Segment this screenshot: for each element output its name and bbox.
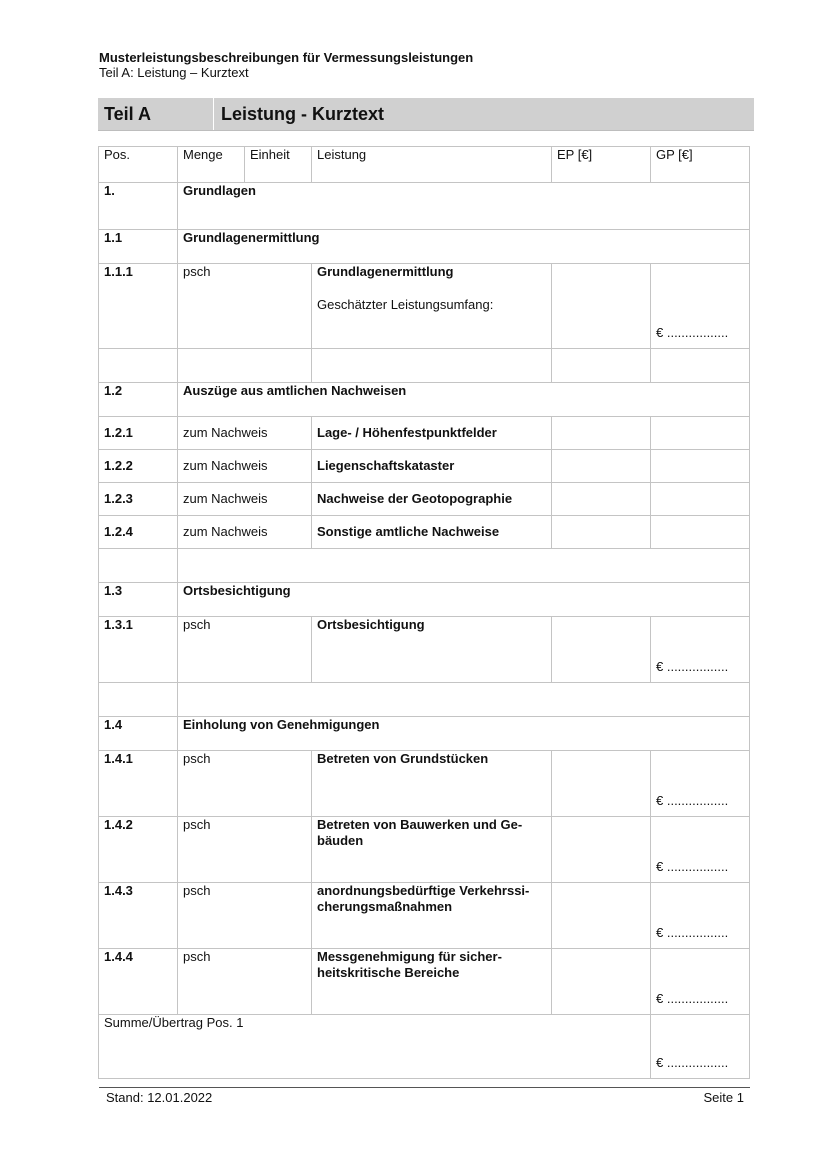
service-title: [312, 949, 552, 1015]
position-number: 1.3.1: [99, 617, 178, 683]
document-title: Musterleistungsbeschreibungen für Vermessungsleistungen: [99, 50, 474, 65]
position-number: 1.2.1: [99, 417, 178, 450]
table-row: [99, 751, 750, 817]
position-number: 1.2.2: [99, 450, 178, 483]
subsection-title: Ortsbesichtigung: [178, 583, 750, 617]
total-price-field[interactable]: € .................: [651, 817, 750, 883]
service-title-line: heitskritische Bereiche: [317, 965, 460, 980]
unit-price-field[interactable]: [552, 417, 651, 450]
part-label: Teil A: [104, 104, 152, 124]
footer-divider: [99, 1087, 750, 1088]
table-row: [99, 516, 750, 549]
quantity-unit: psch: [178, 817, 312, 883]
unit-price-field[interactable]: [552, 516, 651, 549]
service-title: [312, 817, 552, 883]
service-title: Grundlagenermittlung: [317, 264, 454, 279]
subsection-row: [99, 383, 750, 417]
table-row: [99, 483, 750, 516]
quantity-unit: zum Nachweis: [178, 516, 312, 549]
position-number: 1.1.1: [99, 264, 178, 349]
sum-label: Summe/Übertrag Pos. 1: [99, 1015, 651, 1079]
table-row: [99, 264, 750, 349]
section-number: 1.: [99, 183, 178, 230]
service-title: Ortsbesichtigung: [312, 617, 552, 683]
table-row: [99, 617, 750, 683]
table-row: [99, 450, 750, 483]
unit-price-field[interactable]: [552, 751, 651, 817]
position-number: 1.2.3: [99, 483, 178, 516]
part-heading-bar: [98, 98, 754, 131]
position-number: 1.4.2: [99, 817, 178, 883]
service-title-line: anordnungsbedürftige Verkehrssi-: [317, 883, 530, 898]
total-price-field[interactable]: € .................: [651, 751, 750, 817]
quantity-unit: psch: [178, 883, 312, 949]
total-price-field[interactable]: [651, 483, 750, 516]
total-price-field[interactable]: [651, 516, 750, 549]
service-title: Nachweise der Geotopographie: [312, 483, 552, 516]
subsection-title: Einholung von Genehmigungen: [178, 717, 750, 751]
footer-date: Stand: 12.01.2022: [106, 1090, 213, 1105]
document-subtitle: Teil A: Leistung – Kurztext: [99, 65, 249, 80]
table-row: [99, 817, 750, 883]
column-header-leistung: Leistung: [312, 147, 552, 183]
quantity-unit: psch: [178, 949, 312, 1015]
service-table: [98, 146, 750, 1079]
sum-row: [99, 1015, 750, 1079]
position-number: 1.2.4: [99, 516, 178, 549]
total-price-field[interactable]: [651, 450, 750, 483]
subsection-number: 1.4: [99, 717, 178, 751]
subsection-number: 1.2: [99, 383, 178, 417]
unit-price-field[interactable]: [552, 949, 651, 1015]
table-row: [99, 417, 750, 450]
total-price-field[interactable]: € .................: [651, 883, 750, 949]
total-price-field[interactable]: [651, 417, 750, 450]
part-heading-divider: [213, 98, 214, 130]
service-title-line: Betreten von Bauwerken und Ge-: [317, 817, 523, 832]
part-title: Leistung - Kurztext: [221, 104, 385, 124]
unit-price-field[interactable]: [552, 450, 651, 483]
subsection-row: [99, 583, 750, 617]
subsection-number: 1.1: [99, 230, 178, 264]
service-title: Liegenschaftskataster: [312, 450, 552, 483]
subsection-title: Auszüge aus amtlichen Nachweisen: [178, 383, 750, 417]
unit-price-field[interactable]: [552, 817, 651, 883]
service-note: Geschätzter Leistungsumfang:: [317, 297, 494, 312]
quantity-unit: psch: [178, 617, 312, 683]
total-price-field[interactable]: € .................: [651, 264, 750, 349]
service-title: Betreten von Grundstücken: [312, 751, 552, 817]
service-cell: [312, 264, 552, 349]
service-title-line: bäuden: [317, 833, 364, 848]
column-header-pos: Pos.: [99, 147, 178, 183]
section-title: Grundlagen: [178, 183, 750, 230]
section-row: [99, 183, 750, 230]
position-number: 1.4.4: [99, 949, 178, 1015]
subsection-title: Grundlagenermittlung: [178, 230, 750, 264]
position-number: 1.4.3: [99, 883, 178, 949]
table-row: [99, 949, 750, 1015]
total-price-field[interactable]: € .................: [651, 949, 750, 1015]
document-header: [99, 50, 754, 80]
table-row: [99, 883, 750, 949]
column-header-menge: Menge: [178, 147, 245, 183]
subsection-row: [99, 230, 750, 264]
column-header-ep: EP [€]: [552, 147, 651, 183]
service-title: Lage- / Höhenfestpunktfelder: [312, 417, 552, 450]
subsection-row: [99, 717, 750, 751]
quantity-unit: zum Nachweis: [178, 417, 312, 450]
service-title-line: Messgenehmigung für sicher-: [317, 949, 502, 964]
service-title: [312, 883, 552, 949]
unit-price-field[interactable]: [552, 483, 651, 516]
position-number: 1.4.1: [99, 751, 178, 817]
empty-row: [99, 549, 750, 583]
subsection-number: 1.3: [99, 583, 178, 617]
quantity-unit: zum Nachweis: [178, 450, 312, 483]
empty-row: [99, 683, 750, 717]
quantity-unit: psch: [178, 264, 312, 349]
unit-price-field[interactable]: [552, 883, 651, 949]
unit-price-field[interactable]: [552, 264, 651, 349]
sum-total-field[interactable]: € .................: [651, 1015, 750, 1079]
empty-row: [99, 349, 750, 383]
quantity-unit: psch: [178, 751, 312, 817]
total-price-field[interactable]: € .................: [651, 617, 750, 683]
quantity-unit: zum Nachweis: [178, 483, 312, 516]
footer-page-number: Seite 1: [703, 1090, 744, 1105]
unit-price-field[interactable]: [552, 617, 651, 683]
service-title-line: cherungsmaßnahmen: [317, 899, 453, 914]
column-header-gp: GP [€]: [651, 147, 750, 183]
column-header-einheit: Einheit: [245, 147, 312, 183]
service-title: Sonstige amtliche Nachweise: [312, 516, 552, 549]
table-header-row: [99, 147, 750, 183]
